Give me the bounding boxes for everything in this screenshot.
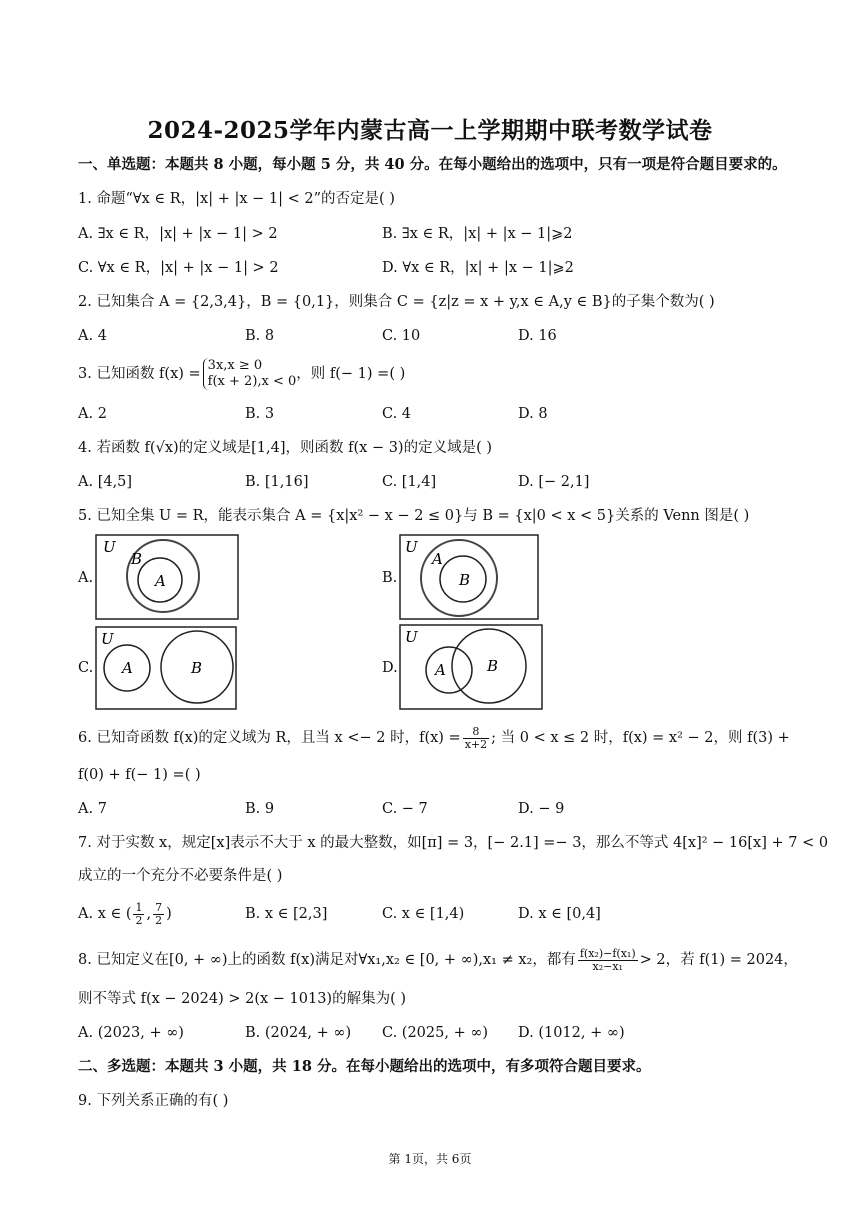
label-a: A: [122, 659, 133, 677]
q6-fraction: [463, 726, 489, 751]
question-5-stem: 5. 已知全集 U = R，能表示集合 A = {x|x² − x − 2 ≤ 0}与 B = {x|0 < x < 5}关系的 Venn 图是( ): [78, 508, 750, 524]
question-9-stem: 9. 下列关系正确的有( ): [78, 1093, 229, 1109]
question-4-stem: 4. 若函数 f(√x)的定义域是[1,4]，则函数 f(x − 3)的定义域是( ): [78, 440, 493, 456]
q6-option-c: C. − 7: [382, 801, 428, 817]
q3-option-b: B. 3: [245, 406, 275, 422]
q8-option-c: C. (2025, + ∞): [382, 1025, 489, 1041]
question-7-line-1: 7. 对于实数 x，规定[x]表示不大于 x 的最大整数，如[π] = 3，[− 2.1] =− 3，那么不等式 4[x]² − 16[x] + 7 < 0: [78, 835, 829, 851]
q5-venn-d: [399, 624, 543, 710]
q7-a-f1-num: 1: [135, 900, 143, 914]
q3-option-a: A. 2: [78, 406, 107, 422]
question-6-line-2: f(0) + f(− 1) =( ): [78, 767, 201, 783]
section-2-heading: 二、多选题：本题共 3 小题，共 18 分。在每小题给出的选项中，有多项符合题目要求。: [78, 1058, 651, 1075]
q5-venn-a: [95, 534, 239, 620]
q8-option-a: A. (2023, + ∞): [78, 1025, 184, 1041]
label-u: U: [103, 538, 116, 556]
q5-option-c-label: C.: [78, 660, 94, 676]
q5-venn-c: [95, 626, 237, 710]
q3-option-c: C. 4: [382, 406, 412, 422]
q5-option-b-label: B.: [382, 570, 398, 586]
q6-text-a: 6. 已知奇函数 f(x)的定义域为 R，且当 x <− 2 时，f(x) =: [78, 730, 461, 746]
q3-case-2: f(x + 2),x < 0: [207, 374, 297, 389]
question-2-stem: 2. 已知集合 A = {2,3,4}，B = {0,1}，则集合 C = {z|z = x + y,x ∈ A,y ∈ B}的子集个数为( ): [78, 294, 715, 310]
q5-option-a-label: A.: [78, 570, 94, 586]
q4-option-c: C. [1,4]: [382, 474, 437, 490]
question-6-line-1: [78, 724, 790, 752]
section-1-heading: 一、单选题：本题共 8 小题，每小题 5 分，共 40 分。在每小题给出的选项中，只有一项是符合题目要求的。: [78, 156, 787, 173]
label-a: A: [432, 550, 443, 568]
question-8-line-1: [78, 946, 798, 974]
q1-option-d: D. ∀x ∈ R，|x| + |x − 1|⩾2: [382, 260, 574, 276]
question-1-stem: 1. 命题“∀x ∈ R，|x| + |x − 1| < 2”的否定是( ): [78, 191, 395, 207]
q4-option-d: D. [− 2,1]: [518, 474, 590, 490]
q7-option-a: A. x ∈ ( $\frac{1}{2}$ , $\frac{7}{2}$ ): [78, 900, 172, 927]
q7-a-f1-den: 2: [135, 913, 143, 927]
q7-a-prefix: A. x ∈ (: [78, 906, 132, 922]
label-u: U: [101, 630, 114, 648]
q7-option-c: C. x ∈ [1,4): [382, 906, 465, 922]
q8-text-b: > 2，若 f(1) = 2024，: [639, 952, 798, 968]
page-footer: 第 1页，共 6页: [388, 1152, 472, 1166]
q6-option-d: D. − 9: [518, 801, 565, 817]
q3-suffix: ，则 f(− 1) =( ): [296, 366, 406, 382]
q7-option-b: B. x ∈ [2,3]: [245, 906, 328, 922]
q8-frac-num: f(x₂)−f(x₁): [579, 946, 636, 960]
question-7-line-2: 成立的一个充分不必要条件是( ): [78, 868, 283, 884]
q2-option-b: B. 8: [245, 328, 275, 344]
q3-option-d: D. 8: [518, 406, 548, 422]
q8-option-b: B. (2024, + ∞): [245, 1025, 352, 1041]
label-b: B: [487, 657, 499, 675]
q1-option-c: C. ∀x ∈ R，|x| + |x − 1| > 2: [78, 260, 279, 276]
set-a-circle: [426, 647, 472, 693]
q6-text-b: ; 当 0 < x ≤ 2 时，f(x) = x² − 2，则 f(3) +: [491, 730, 790, 746]
page-title: 2024-2025学年内蒙古高一上学期期中联考数学试卷: [147, 117, 713, 144]
q2-option-d: D. 16: [518, 328, 557, 344]
q3-case-1: 3x,x ≥ 0: [207, 358, 263, 373]
q1-option-b: B. ∃x ∈ R，|x| + |x − 1|⩾2: [382, 226, 573, 242]
question-3-stem: [78, 356, 405, 392]
label-u: U: [405, 628, 418, 646]
q1-option-a: A. ∃x ∈ R，|x| + |x − 1| > 2: [78, 226, 278, 242]
label-b: B: [131, 550, 143, 568]
label-b: B: [191, 659, 203, 677]
q4-option-b: B. [1,16]: [245, 474, 309, 490]
q4-option-a: A. [4,5]: [78, 474, 133, 490]
q8-fraction: [578, 948, 638, 973]
q3-piecewise: [203, 358, 297, 390]
universe-rect: [96, 627, 236, 709]
q7-option-d: D. x ∈ [0,4]: [518, 906, 601, 922]
label-u: U: [405, 538, 418, 556]
universe-rect: [400, 625, 542, 709]
label-b: B: [459, 571, 471, 589]
q6-frac-den: x+2: [464, 737, 488, 751]
universe-rect: [96, 535, 238, 619]
q7-a-frac-1: [133, 902, 144, 927]
label-a: A: [155, 572, 166, 590]
q7-a-f2-num: 7: [155, 900, 163, 914]
q7-a-suffix: ): [166, 906, 172, 922]
q6-frac-num: 8: [463, 726, 489, 739]
question-8-line-2: 则不等式 f(x − 2024) > 2(x − 1013)的解集为( ): [78, 991, 407, 1007]
q3-prefix: 3. 已知函数 f(x) =: [78, 366, 201, 382]
q7-a-frac-2: [153, 902, 164, 927]
label-a: A: [435, 661, 446, 679]
q7-a-f2-den: 2: [155, 913, 163, 927]
q2-option-a: A. 4: [78, 328, 107, 344]
q8-frac-den: x₂−x₁: [592, 959, 623, 973]
q5-option-d-label: D.: [382, 660, 398, 676]
q6-option-a: A. 7: [78, 801, 107, 817]
q8-option-d: D. (1012, + ∞): [518, 1025, 625, 1041]
q2-option-c: C. 10: [382, 328, 421, 344]
q5-venn-b: [399, 534, 539, 620]
q6-option-b: B. 9: [245, 801, 275, 817]
q8-text-a: 8. 已知定义在[0, + ∞)上的函数 f(x)满足对∀x₁,x₂ ∈ [0, + ∞),x₁ ≠ x₂，都有: [78, 952, 576, 968]
